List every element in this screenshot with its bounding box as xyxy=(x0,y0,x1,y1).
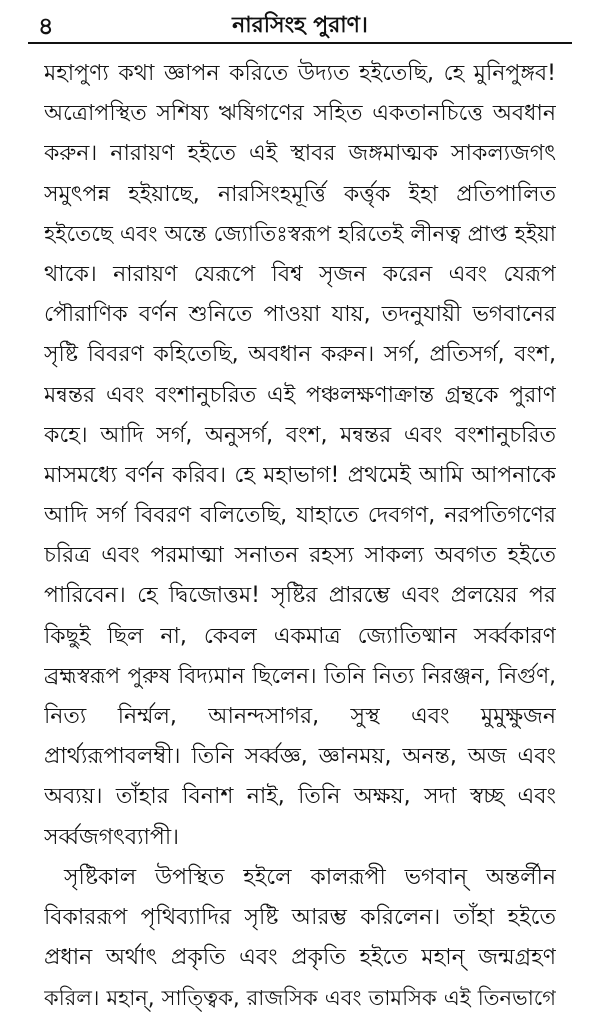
text-line: হইতেছে এবং অন্তে জ্যোতিঃস্বরূপ হরিতেই লীনত্ব প্রাপ্ত হইয়া xyxy=(44,221,556,247)
page-header xyxy=(28,4,572,44)
text-line: ব্রহ্মস্বরূপ পুরুষ বিদ্যমান ছিলেন। তিনি নিত্য নিরঞ্জন, নির্গুণ, xyxy=(44,663,556,689)
text-line: সর্ব্বজগৎব্যাপী। xyxy=(44,824,179,850)
text-line: করিল। মহান্, সাত্ত্বিক, রাজসিক এবং তামসিক এই তিনভাগে xyxy=(44,986,556,1011)
text-line: করুন। নারায়ণ হইতে এই স্থাবর জঙ্গমাত্মক সাকল্যজগৎ xyxy=(44,141,556,167)
page-number: ৪ xyxy=(38,12,54,40)
text-line: প্রধান অর্থাৎ প্রকৃতি এবং প্রকৃতি হইতে মহান্ জন্মগ্রহণ xyxy=(44,945,556,971)
text-line: মন্বন্তর এবং বংশানুচরিত এই পঞ্চলক্ষণাক্রান্ত গ্রন্থকে পুরাণ xyxy=(44,382,556,408)
text-line: মহাপুণ্য কথা জ্ঞাপন করিতে উদ্যত হইতেছি, হে মুনিপুঙ্গব! xyxy=(44,61,556,86)
text-line: অব্যয়। তাঁহার বিনাশ নাই, তিনি অক্ষয়, সদা স্বচ্ছ এবং xyxy=(44,784,556,810)
paragraph-1 xyxy=(44,54,556,858)
text-line: পারিবেন। হে দ্বিজোত্তম! সৃষ্টির প্রারম্ভে এবং প্রলয়ের পর xyxy=(44,583,556,609)
text-line: মাসমধ্যে বর্ণন করিব। হে মহাভাগ! প্রথমেই আমি আপনাকে xyxy=(44,462,556,488)
text-line: প্রার্থ্যরূপাবলম্বী। তিনি সর্ব্বজ্ঞ, জ্ঞানময়, অনন্ত, অজ এবং xyxy=(44,744,556,770)
text-line: চরিত্র এবং পরমাত্মা সনাতন রহস্য সাকল্য অবগত হইতে xyxy=(44,543,556,569)
running-title: নারসিংহ পুরাণ। xyxy=(232,13,368,38)
text-line: নিত্য নির্ম্মল, আনন্দসাগর, সুস্থ এবং মুমুক্ষুজন xyxy=(44,704,556,729)
text-line: বিকাররূপ পৃথিব্যাদির সৃষ্টি আরম্ভ করিলেন। তাঁহা হইতে xyxy=(44,904,556,930)
text-line: অত্রোপস্থিত সশিষ্য ঋষিগণের সহিত একতানচিত্তে অবধান xyxy=(44,101,556,127)
text-line: কহে। আদি সর্গ, অনুসর্গ, বংশ, মন্বন্তর এবং বংশানুচরিত xyxy=(44,422,556,448)
text-line: থাকে। নারায়ণ যেরূপে বিশ্ব সৃজন করেন এবং যেরূপ xyxy=(44,261,556,287)
paragraph-2 xyxy=(44,858,556,1019)
text-line: আদি সর্গ বিবরণ বলিতেছি, যাহাতে দেবগণ, নরপতিগণের xyxy=(44,503,556,529)
text-line: পৌরাণিক বর্ণন শুনিতে পাওয়া যায়, তদনুযায়ী ভগবানের xyxy=(44,302,556,328)
body-text xyxy=(44,54,556,1019)
text-line: সৃষ্টিকাল উপস্থিত হইলে কালরূপী ভগবান্ অন্তর্লীন xyxy=(64,864,556,890)
text-line: সৃষ্টি বিবরণ কহিতেছি, অবধান করুন। সর্গ, প্রতিসর্গ, বংশ, xyxy=(44,342,556,368)
text-line: সমুৎপন্ন হইয়াছে, নারসিংহমূর্ত্তি কর্ত্তৃক ইহা প্রতিপালিত xyxy=(44,181,556,207)
text-line: কিছুই ছিল না, কেবল একমাত্র জ্যোতিষ্মান সর্ব্বকারণ xyxy=(44,623,556,649)
